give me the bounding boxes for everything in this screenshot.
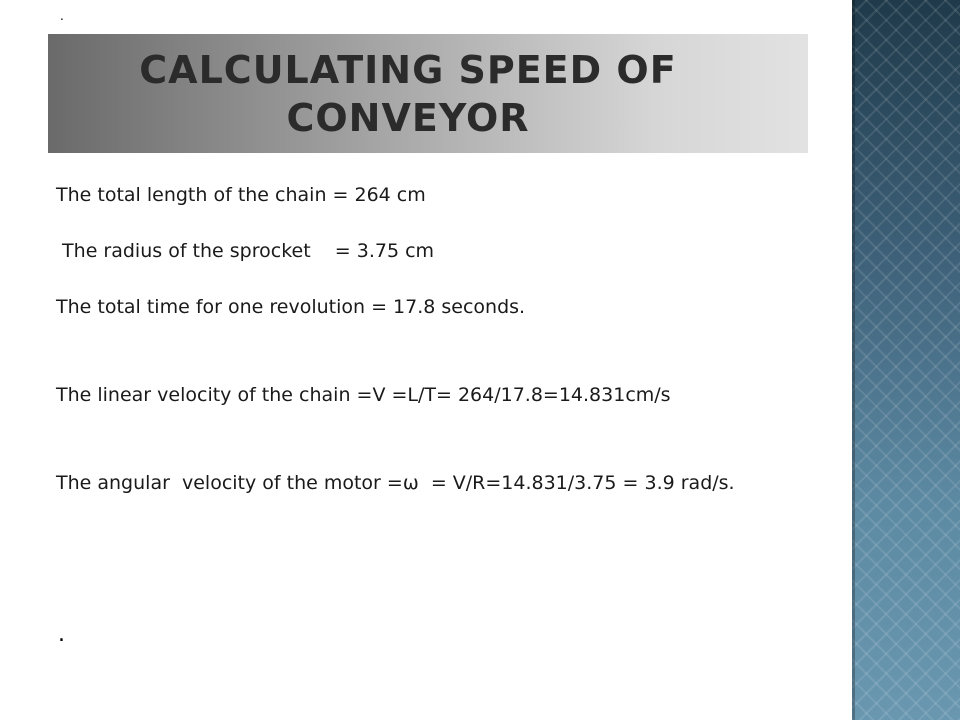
bottom-dot-marker: . (58, 622, 65, 647)
chain-length-line: The total length of the chain = 264 cm (56, 184, 426, 206)
slide-title: CALCULATING SPEED OF CONVEYOR (139, 47, 677, 140)
content-body (56, 184, 846, 494)
title-banner (48, 34, 808, 153)
angular-velocity-line: The angular velocity of the motor =ω = V/R=14.831/3.75 = 3.9 rad/s. (56, 472, 735, 494)
decorative-side-panel (852, 0, 960, 720)
linear-velocity-line: The linear velocity of the chain =V =L/T= 264/17.8=14.831cm/s (56, 384, 671, 406)
sprocket-radius-line: The radius of the sprocket = 3.75 cm (56, 240, 435, 262)
revolution-time-line: The total time for one revolution = 17.8 seconds. (56, 296, 526, 318)
top-dot-marker: . (60, 9, 64, 23)
